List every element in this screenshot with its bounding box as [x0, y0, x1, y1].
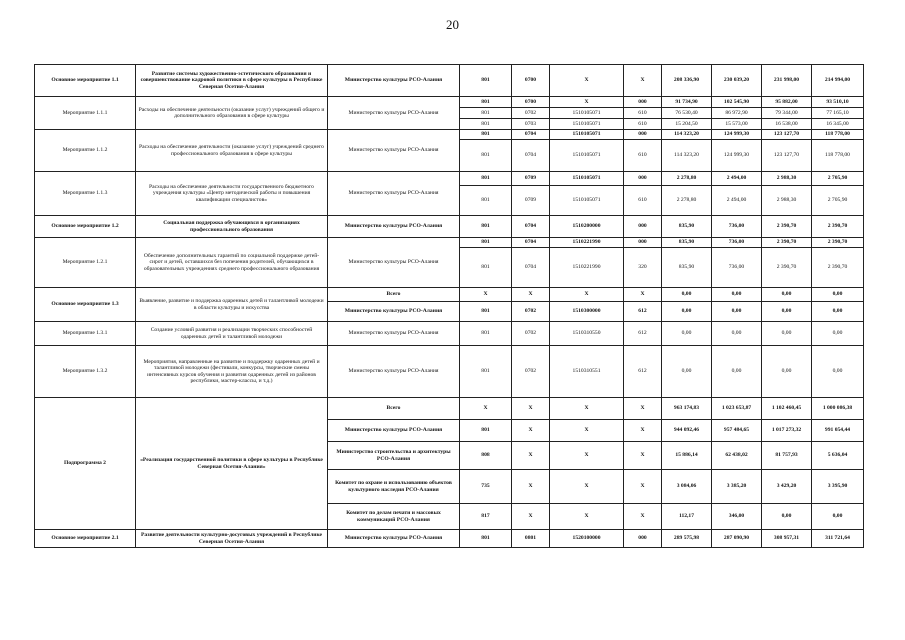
vr-code: 612	[624, 346, 662, 398]
vr-code: 610	[624, 186, 662, 216]
amount-year-3: 231 998,00	[762, 65, 812, 97]
amount-year-3: 123 127,70	[762, 130, 812, 140]
amount-year-1: 835,90	[662, 248, 712, 288]
grbs-code: 801	[460, 322, 512, 346]
row-description: Социальная поддержка обучающихся в организациях профессионального образования	[136, 216, 328, 238]
responsible-executor: Министерство культуры РСО-Алания	[328, 530, 460, 548]
amount-year-3: 2 988,30	[762, 172, 812, 186]
csr-code: 1510105071	[550, 186, 624, 216]
csr-code: X	[550, 442, 624, 470]
vr-code: 000	[624, 172, 662, 186]
vr-code: 320	[624, 248, 662, 288]
responsible-executor: Министерство культуры РСО-Алания	[328, 97, 460, 130]
amount-year-1: 289 575,98	[662, 530, 712, 548]
amount-year-3: 1 102 460,45	[762, 398, 812, 420]
amount-year-4: 5 636,04	[812, 442, 864, 470]
amount-year-1: 944 092,46	[662, 420, 712, 442]
amount-year-3: 0,00	[762, 504, 812, 530]
vr-code: X	[624, 504, 662, 530]
responsible-executor: Министерство культуры РСО-Алания	[328, 130, 460, 172]
amount-year-2: 230 039,20	[712, 65, 762, 97]
rzpr-code: 0702	[512, 322, 550, 346]
amount-year-1: 114 323,20	[662, 130, 712, 140]
vr-code: 000	[624, 238, 662, 248]
row-name: Подпрограмма 2	[35, 398, 136, 530]
grbs-code: 735	[460, 470, 512, 504]
amount-year-1: 0,00	[662, 302, 712, 322]
table-row	[35, 288, 864, 302]
amount-year-2: 86 972,90	[712, 108, 762, 119]
row-description: Мероприятия, направленные на развитие и поддержку одаренных детей и талантливой молодежи (фестивали, конкурсы, творческие смены интенсивных курсов обучения и развития одаренных детей из районов республики, мастер-классы, и т.д.)	[136, 346, 328, 398]
amount-year-3: 1 017 273,32	[762, 420, 812, 442]
amount-year-4: 0,00	[812, 288, 864, 302]
rzpr-code: 0700	[512, 65, 550, 97]
amount-year-2: 0,00	[712, 322, 762, 346]
amount-year-3: 2 390,70	[762, 248, 812, 288]
grbs-code: 801	[460, 248, 512, 288]
amount-year-3: 16 538,00	[762, 119, 812, 130]
rzpr-code: X	[512, 442, 550, 470]
responsible-executor: Министерство культуры РСО-Алания	[328, 216, 460, 238]
grbs-code: 801	[460, 420, 512, 442]
amount-year-1: 112,17	[662, 504, 712, 530]
amount-year-4: 0,00	[812, 322, 864, 346]
csr-code: 1510105071	[550, 172, 624, 186]
page-number: 20	[446, 17, 459, 32]
amount-year-4: 0,00	[812, 504, 864, 530]
grbs-code: 801	[460, 530, 512, 548]
responsible-executor: Министерство культуры РСО-Алания	[328, 238, 460, 288]
amount-year-2: 0,00	[712, 346, 762, 398]
row-description: Выявление, развитие и поддержка одаренных детей и талантливой молодежи в области культуры и искусства	[136, 288, 328, 322]
amount-year-2: 102 545,90	[712, 97, 762, 108]
csr-code: X	[550, 420, 624, 442]
table-row	[35, 130, 864, 140]
csr-code: 1510221990	[550, 248, 624, 288]
rzpr-code: 0700	[512, 97, 550, 108]
row-description: Создание условий развития и реализации творческих способностей одаренных детей и талантливой молодежи	[136, 322, 328, 346]
csr-code: 1510105071	[550, 140, 624, 172]
row-name: Мероприятие 1.1.2	[35, 130, 136, 172]
amount-year-1: 0,00	[662, 288, 712, 302]
budget-table	[34, 64, 864, 548]
grbs-code: 801	[460, 130, 512, 140]
amount-year-1: 76 530,40	[662, 108, 712, 119]
amount-year-2: 0,00	[712, 288, 762, 302]
row-name: Основное мероприятие 2.1	[35, 530, 136, 548]
amount-year-3: 123 127,70	[762, 140, 812, 172]
amount-year-2: 124 999,30	[712, 140, 762, 172]
amount-year-3: 95 882,00	[762, 97, 812, 108]
grbs-code: 801	[460, 238, 512, 248]
table-row	[35, 530, 864, 548]
amount-year-1: 91 734,90	[662, 97, 712, 108]
row-name: Основное мероприятие 1.3	[35, 288, 136, 322]
amount-year-3: 0,00	[762, 346, 812, 398]
vr-code: 000	[624, 97, 662, 108]
amount-year-4: 118 778,00	[812, 140, 864, 172]
grbs-code: X	[460, 288, 512, 302]
amount-year-2: 0,00	[712, 302, 762, 322]
csr-code: X	[550, 65, 624, 97]
rzpr-code: 0801	[512, 530, 550, 548]
grbs-code: 801	[460, 119, 512, 130]
row-description: Расходы на обеспечение деятельности (оказание услуг) учреждений общего и дополнительного образования в сфере культуры	[136, 97, 328, 130]
amount-year-4: 2 390,70	[812, 248, 864, 288]
grbs-code: 801	[460, 302, 512, 322]
rzpr-code: 0704	[512, 140, 550, 172]
responsible-executor: Министерство культуры РСО-Алания	[328, 172, 460, 216]
vr-code: X	[624, 65, 662, 97]
vr-code: X	[624, 470, 662, 504]
amount-year-4: 118 778,00	[812, 130, 864, 140]
rzpr-code: 0702	[512, 302, 550, 322]
amount-year-1: 114 323,20	[662, 140, 712, 172]
table-row	[35, 238, 864, 248]
table-row	[35, 322, 864, 346]
row-description: «Реализация государственной политики в сфере культуры в Республике Северная Осетия-Алания»	[136, 398, 328, 530]
amount-year-1: 0,00	[662, 322, 712, 346]
amount-year-1: 2 278,80	[662, 186, 712, 216]
row-description: Развитие деятельности культурно-досуговых учреждений в Республике Северная Осетия-Алания	[136, 530, 328, 548]
grbs-code: 801	[460, 172, 512, 186]
table-row	[35, 172, 864, 186]
row-name: Мероприятие 1.2.1	[35, 238, 136, 288]
amount-year-1: 835,90	[662, 238, 712, 248]
rzpr-code: 0709	[512, 186, 550, 216]
vr-code: 610	[624, 140, 662, 172]
amount-year-3: 308 957,31	[762, 530, 812, 548]
amount-year-3: 0,00	[762, 302, 812, 322]
csr-code: X	[550, 470, 624, 504]
vr-code: 000	[624, 216, 662, 238]
csr-code: 1510105071	[550, 130, 624, 140]
csr-code: 1510105071	[550, 119, 624, 130]
rzpr-code: X	[512, 504, 550, 530]
grbs-code: 801	[460, 186, 512, 216]
amount-year-3: 3 429,20	[762, 470, 812, 504]
vr-code: 612	[624, 302, 662, 322]
amount-year-1: 835,90	[662, 216, 712, 238]
amount-year-1: 3 084,06	[662, 470, 712, 504]
amount-year-4: 16 345,00	[812, 119, 864, 130]
responsible-executor: Всего	[328, 288, 460, 302]
amount-year-2: 287 090,90	[712, 530, 762, 548]
rzpr-code: 0702	[512, 346, 550, 398]
grbs-code: 801	[460, 140, 512, 172]
csr-code: 1510221990	[550, 238, 624, 248]
row-name: Мероприятие 1.1.3	[35, 172, 136, 216]
grbs-code: 801	[460, 97, 512, 108]
amount-year-2: 1 023 653,87	[712, 398, 762, 420]
amount-year-4: 1 000 086,38	[812, 398, 864, 420]
amount-year-4: 2 390,70	[812, 216, 864, 238]
rzpr-code: 0709	[512, 172, 550, 186]
amount-year-2: 957 484,65	[712, 420, 762, 442]
row-name: Основное мероприятие 1.2	[35, 216, 136, 238]
grbs-code: 801	[460, 65, 512, 97]
grbs-code: 801	[460, 346, 512, 398]
amount-year-4: 214 994,00	[812, 65, 864, 97]
vr-code: 612	[624, 322, 662, 346]
row-description: Расходы на обеспечение деятельности государственного бюджетного учреждения культуры «Центр методической работы и повышения квалификации специалистов»	[136, 172, 328, 216]
amount-year-4: 2 390,70	[812, 238, 864, 248]
amount-year-1: 0,00	[662, 346, 712, 398]
amount-year-2: 15 573,00	[712, 119, 762, 130]
amount-year-3: 0,00	[762, 322, 812, 346]
rzpr-code: 0704	[512, 130, 550, 140]
csr-code: 1520100000	[550, 530, 624, 548]
vr-code: X	[624, 420, 662, 442]
amount-year-1: 963 174,83	[662, 398, 712, 420]
amount-year-1: 2 278,80	[662, 172, 712, 186]
amount-year-3: 79 344,00	[762, 108, 812, 119]
row-name: Основное мероприятие 1.1	[35, 65, 136, 97]
csr-code: 1510200000	[550, 216, 624, 238]
vr-code: X	[624, 288, 662, 302]
row-name: Мероприятие 1.3.2	[35, 346, 136, 398]
amount-year-2: 736,00	[712, 248, 762, 288]
responsible-executor: Министерство культуры РСО-Алания	[328, 346, 460, 398]
row-description: Расходы на обеспечение деятельности (оказание услуг) учреждений среднего профессионального образования в сфере культуры	[136, 130, 328, 172]
vr-code: 610	[624, 108, 662, 119]
amount-year-4: 0,00	[812, 346, 864, 398]
vr-code: 000	[624, 530, 662, 548]
amount-year-2: 2 494,00	[712, 172, 762, 186]
grbs-code: 801	[460, 108, 512, 119]
vr-code: X	[624, 442, 662, 470]
amount-year-1: 15 886,14	[662, 442, 712, 470]
grbs-code: 808	[460, 442, 512, 470]
table-row	[35, 346, 864, 398]
amount-year-2: 736,00	[712, 238, 762, 248]
amount-year-4: 991 054,44	[812, 420, 864, 442]
rzpr-code: 0704	[512, 248, 550, 288]
responsible-executor: Комитет по охране и использованию объектов культурного наследия РСО-Алания	[328, 470, 460, 504]
responsible-executor: Всего	[328, 398, 460, 420]
row-name: Мероприятие 1.3.1	[35, 322, 136, 346]
amount-year-4: 3 395,90	[812, 470, 864, 504]
responsible-executor: Министерство культуры РСО-Алания	[328, 302, 460, 322]
amount-year-3: 2 390,70	[762, 238, 812, 248]
rzpr-code: 0704	[512, 238, 550, 248]
amount-year-2: 736,00	[712, 216, 762, 238]
amount-year-4: 93 510,10	[812, 97, 864, 108]
rzpr-code: X	[512, 420, 550, 442]
vr-code: 610	[624, 119, 662, 130]
csr-code: 1510300000	[550, 302, 624, 322]
amount-year-1: 15 204,50	[662, 119, 712, 130]
rzpr-code: 0704	[512, 216, 550, 238]
responsible-executor: Министерство культуры РСО-Алания	[328, 65, 460, 97]
amount-year-1: 208 336,90	[662, 65, 712, 97]
amount-year-4: 77 165,10	[812, 108, 864, 119]
rzpr-code: X	[512, 398, 550, 420]
table-row	[35, 398, 864, 420]
rzpr-code: 0702	[512, 108, 550, 119]
csr-code: 1510310550	[550, 322, 624, 346]
csr-code: 1510310551	[550, 346, 624, 398]
amount-year-3: 2 390,70	[762, 216, 812, 238]
csr-code: X	[550, 504, 624, 530]
responsible-executor: Комитет по делам печати и массовых коммуникаций РСО-Алания	[328, 504, 460, 530]
table-row	[35, 65, 864, 97]
rzpr-code: X	[512, 470, 550, 504]
grbs-code: 817	[460, 504, 512, 530]
row-description: Развитие системы художественно-эстетического образования и совершенствование кадровой политики в сфере культуры в Республике Северная Осетия-Алания	[136, 65, 328, 97]
amount-year-4: 2 705,90	[812, 186, 864, 216]
amount-year-4: 311 721,64	[812, 530, 864, 548]
responsible-executor: Министерство культуры РСО-Алания	[328, 322, 460, 346]
rzpr-code: X	[512, 288, 550, 302]
row-description: Обеспечение дополнительных гарантий по социальной поддержке детей-сирот и детей, оставшихся без попечения родителей, обучающихся в образовательных учреждениях среднего профессионального образования	[136, 238, 328, 288]
responsible-executor: Министерство строительства и архитектуры РСО-Алания	[328, 442, 460, 470]
responsible-executor: Министерство культуры РСО-Алания	[328, 420, 460, 442]
rzpr-code: 0703	[512, 119, 550, 130]
amount-year-3: 81 757,93	[762, 442, 812, 470]
amount-year-4: 2 705,90	[812, 172, 864, 186]
csr-code: X	[550, 288, 624, 302]
vr-code: 000	[624, 130, 662, 140]
amount-year-2: 62 438,02	[712, 442, 762, 470]
amount-year-3: 2 988,30	[762, 186, 812, 216]
amount-year-3: 0,00	[762, 288, 812, 302]
vr-code: X	[624, 398, 662, 420]
grbs-code: 801	[460, 216, 512, 238]
amount-year-4: 0,00	[812, 302, 864, 322]
grbs-code: X	[460, 398, 512, 420]
amount-year-2: 346,00	[712, 504, 762, 530]
csr-code: X	[550, 398, 624, 420]
csr-code: X	[550, 97, 624, 108]
table-row	[35, 97, 864, 108]
row-name: Мероприятие 1.1.1	[35, 97, 136, 130]
amount-year-2: 2 494,00	[712, 186, 762, 216]
csr-code: 1510105071	[550, 108, 624, 119]
amount-year-2: 3 385,20	[712, 470, 762, 504]
amount-year-2: 124 999,30	[712, 130, 762, 140]
table-row	[35, 216, 864, 238]
